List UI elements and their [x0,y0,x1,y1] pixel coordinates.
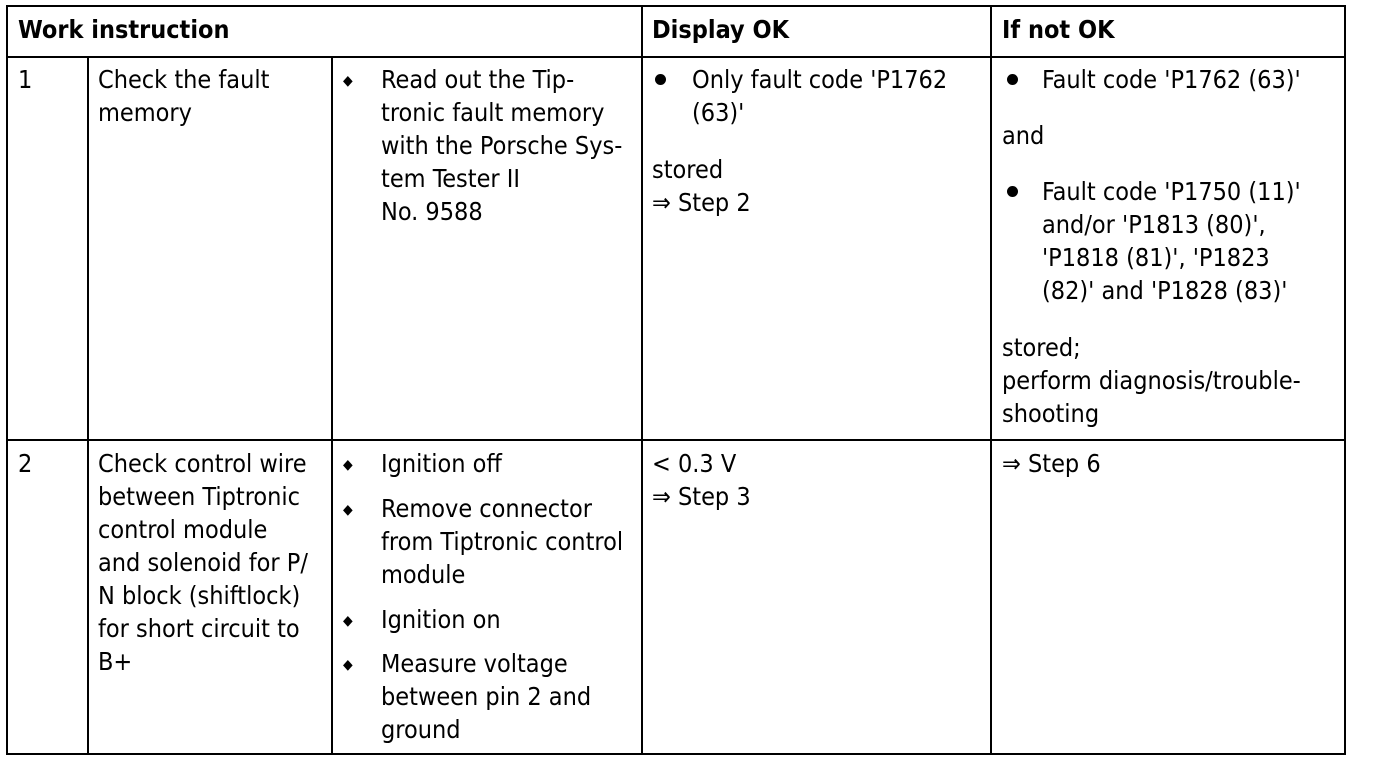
instruction-item: Ignition off [381,449,502,478]
header-if-not-ok: If not OK [1002,15,1115,44]
diamond-bullet-icon: ◆ [343,457,353,473]
not-ok-result: stored; perform diagnosis/trouble- shooting [1002,333,1301,428]
divider [8,56,1344,58]
diamond-bullet-icon: ◆ [343,613,353,629]
diamond-bullet-icon: ◆ [343,73,353,89]
not-ok-connector: and [1002,121,1045,150]
display-ok-result: < 0.3 V ⇒ Step 3 [652,449,751,511]
not-ok-result: ⇒ Step 6 [1002,449,1101,478]
header-work-instruction: Work instruction [18,15,230,44]
display-ok-result: stored ⇒ Step 2 [652,155,751,217]
instruction-item: Remove connector from Tiptronic control module [381,494,624,589]
instruction-item: Read out the Tip- tronic fault memory with the Porsche Sys- tem Tester II No. 9588 [381,65,623,226]
step-number: 1 [18,65,33,94]
round-bullet-icon [1007,74,1018,85]
divider [8,439,1344,441]
divider [331,58,333,753]
check-description: Check control wire between Tiptronic control module and solenoid for P/ N block (shiftlock) for short circuit to B+ [98,449,308,676]
instruction-item: Measure voltage between pin 2 and ground [381,649,592,744]
diamond-bullet-icon: ◆ [343,657,353,673]
not-ok-bullet: Fault code 'P1750 (11)' and/or 'P1813 (80)', 'P1818 (81)', 'P1823 (82)' and 'P1828 (83)' [1042,177,1301,305]
divider [641,7,643,753]
round-bullet-icon [655,74,666,85]
step-number: 2 [18,449,33,478]
divider [990,7,992,753]
diamond-bullet-icon: ◆ [343,502,353,518]
display-ok-bullet: Only fault code 'P1762 (63)' [692,65,948,127]
not-ok-bullet: Fault code 'P1762 (63)' [1042,65,1301,94]
instruction-item: Ignition on [381,605,501,634]
header-display-ok: Display OK [652,15,790,44]
divider [87,58,89,753]
check-description: Check the fault memory [98,65,270,127]
round-bullet-icon [1007,186,1018,197]
